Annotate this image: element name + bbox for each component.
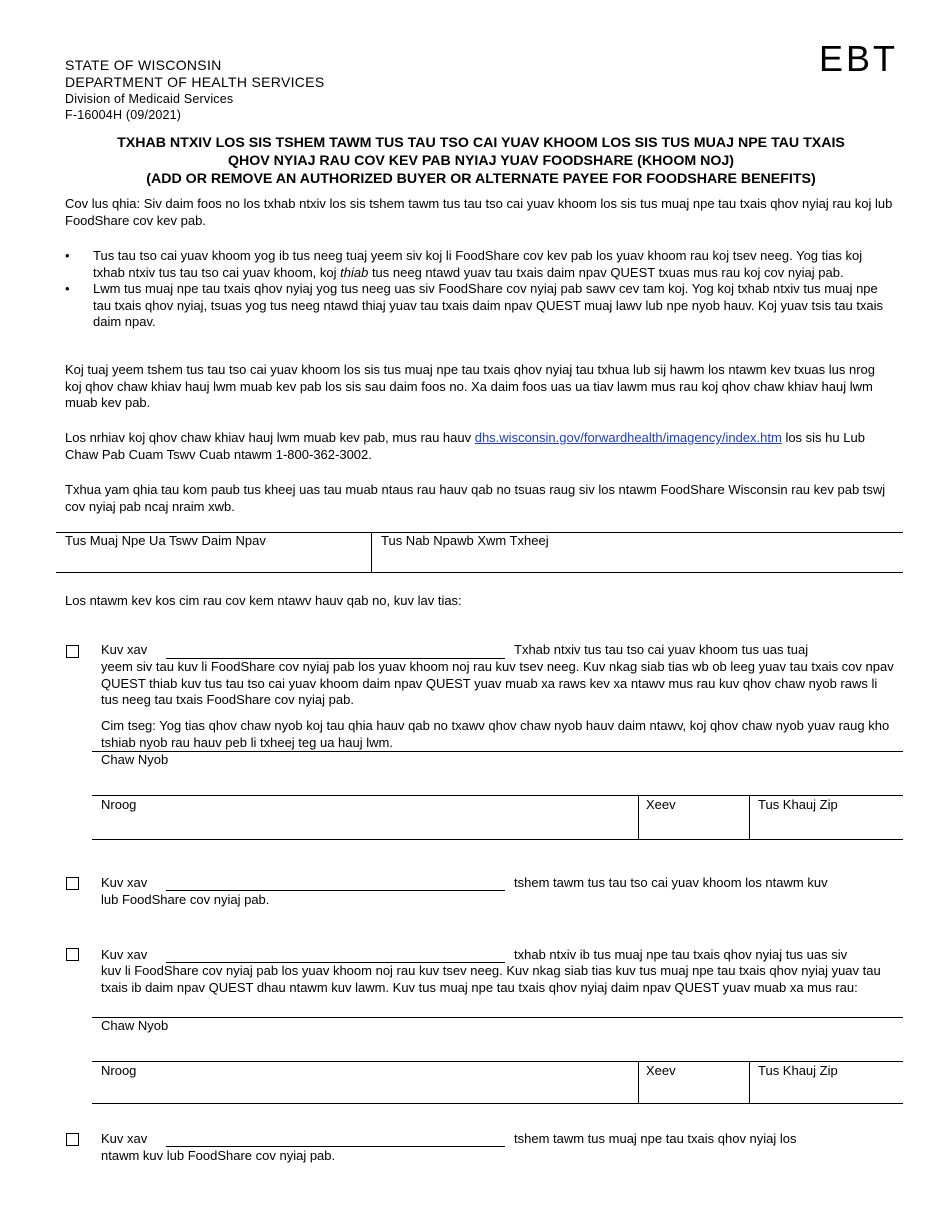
option2-text-first: tshem tawm tus tau tso cai yuav khoom los ntawm kuv (514, 875, 828, 890)
option4-name-input[interactable] (166, 1146, 505, 1147)
option1-text-first: Txhab ntxiv tus tau tso cai yuav khoom tus uas tuaj (514, 642, 809, 657)
option3-city-top-border (92, 1061, 903, 1062)
title-line-2: QHOV NYIAJ RAU COV KEV PAB NYIAJ YUAV FOODSHARE (KHOOM NOJ) (227, 153, 735, 169)
option1-city-top-border (92, 795, 903, 796)
option1-state-divider (638, 795, 639, 840)
option1-text-rest: yeem siv tau kuv li FoodShare cov nyiaj pab los yuav khoom noj rau kuv tsev neeg. Kuv nkag siab tias wb ob leeg yuav tau txais cov npav QUEST thiab kuv tus tau tso cai yuav khoom daim npav QUEST yuav muab xa raws kev xa ntawv mus rau kuv qhov chaw nyob raws li tus neeg tau txais FoodShare cov nyiaj pab. (101, 659, 894, 707)
option1-city-field[interactable]: Nroog (101, 797, 137, 812)
option3-zip-field[interactable]: Tus Khauj Zip (758, 1063, 838, 1078)
agency-header (65, 57, 324, 123)
agency-link[interactable]: dhs.wisconsin.gov/forwardhealth/imagency/index.htm (474, 430, 782, 445)
option3-text-rest: kuv li FoodShare cov nyiaj pab los yuav khoom noj rau kuv tsev neeg. Kuv nkag siab tias kuv tus muaj npe tau txais qhov nyiaj yuav tau txais ib daim npav QUEST dhau ntawm kuv lawm. Kuv tus muaj npe tau txais qhov nyiaj daim npav QUEST yuav muab xa mus rau: (101, 963, 881, 995)
remove-alternate-payee-checkbox[interactable] (66, 1133, 79, 1146)
bullet-icon: • (65, 248, 70, 263)
case-table-bottom-border (56, 572, 903, 573)
option1-city-bottom-border (92, 839, 903, 840)
title-line-1: TXHAB NTXIV LOS SIS TSHEM TAWM TUS TAU TSO CAI YUAV KHOOM LOS SIS TUS MUAJ NPE TAU TXAIS (117, 135, 845, 151)
option1-zip-divider (749, 795, 750, 840)
request-intro: Los ntawm kev kos cim rau cov kem ntawv hauv qab no, kuv lav tias: (65, 593, 462, 608)
division-name: Division of Medicaid Services (65, 92, 234, 106)
form-number: F-16004H (09/2021) (65, 108, 182, 122)
option3-zip-divider (749, 1061, 750, 1104)
case-number-field[interactable]: Tus Nab Npawb Xwm Txheej (381, 533, 549, 548)
instructions-find-agency: Los nrhiav koj qhov chaw khiav hauj lwm muab kev pab, mus rau hauv dhs.wisconsin.gov/forwardhealth/imagency/index.htm los sis hu Lub Chaw Pab Cuam Tswv Cuab ntawm 1-800-362-3002. (65, 430, 865, 462)
option2-name-input[interactable] (166, 890, 505, 891)
form-title (62, 134, 900, 188)
case-table-divider (371, 532, 372, 573)
option3-state-divider (638, 1061, 639, 1104)
option3-address-field[interactable]: Chaw Nyob (101, 1018, 169, 1033)
option1-state-field[interactable]: Xeev (646, 797, 676, 812)
instructions-bullets (65, 248, 895, 331)
option4-kuv-xav: Kuv xav (101, 1131, 148, 1146)
option1-zip-field[interactable]: Tus Khauj Zip (758, 797, 838, 812)
option3-city-bottom-border (92, 1103, 903, 1104)
instructions-privacy: Txhua yam qhia tau kom paub tus kheej uas tau muab ntaus rau hauv qab no tsuas raug siv los ntawm FoodShare Wisconsin rau kev pab tswj cov nyiaj pab ncaj nraim xwb. (65, 482, 886, 514)
add-alternate-payee-checkbox[interactable] (66, 948, 79, 961)
option3-kuv-xav: Kuv xav (101, 947, 148, 962)
bullet-authorized-buyer: • Tus tau tso cai yuav khoom yog ib tus neeg tuaj yeem siv koj li FoodShare cov kev pab los yuav khoom rau koj tsev neeg. Yog tias koj txhab ntxiv tus tau tso cai yuav khoom, koj thiab tus neeg ntawd yuav tau txais daim npav QUEST txuas mus rau koj cov nyiaj pab. (65, 248, 863, 280)
option1-note: Cim tseg: Yog tias qhov chaw nyob koj tau qhia hauv qab no txawv qhov chaw nyob hauv daim ntawv, koj qhov chaw nyob yuav raug kho tshiab nyob rau hauv peb li txheej teg ua hauj lwm. (101, 718, 890, 750)
department-name: DEPARTMENT OF HEALTH SERVICES (65, 74, 325, 90)
option3-text-first: txhab ntxiv ib tus muaj npe tau txais qhov nyiaj tus uas siv (514, 947, 848, 962)
remove-authorized-buyer-checkbox[interactable] (66, 877, 79, 890)
instructions-remove: Koj tuaj yeem tshem tus tau tso cai yuav khoom los sis tus muaj npe tau txais qhov nyiaj tau txhua lub sij hawm los ntawm kev txuas lus nrog koj qhov chaw khiav hauj lwm muab kev pab los sis sau daim foos no. Xa daim foos uas ua tiav lawm mus rau koj qhov chaw khiav hauj lwm muab kev pab. (65, 362, 875, 410)
bullet-alternate-payee: • Lwm tus muaj npe tau txais qhov nyiaj yog tus neeg uas siv FoodShare cov nyiaj pab sawv cev tam koj. Yog koj txhab ntxiv tus muaj npe tau txais qhov nyiaj, tsuas yog tus neeg ntawd thiaj yuav tau txais daim npav QUEST muaj lawv lub npe nyob hauv. Koj yuav tsis tau txais daim npav. (65, 281, 884, 329)
option2-kuv-xav: Kuv xav (101, 875, 148, 890)
option2-text-rest: lub FoodShare cov nyiaj pab. (101, 892, 270, 907)
option4-text-first: tshem tawm tus muaj npe tau txais qhov nyiaj los (514, 1131, 797, 1146)
option1-address-field[interactable]: Chaw Nyob (101, 752, 169, 767)
option1-kuv-xav: Kuv xav (101, 642, 148, 657)
bullet-icon: • (65, 281, 70, 296)
option3-state-field[interactable]: Xeev (646, 1063, 676, 1078)
instructions-intro: Cov lus qhia: Siv daim foos no los txhab ntxiv los sis tshem tawm tus tau tso cai yuav khoom los sis tus muaj npe tau txais qhov nyiaj rau koj lub FoodShare cov kev pab. (65, 196, 893, 228)
card-holder-field[interactable]: Tus Muaj Npe Ua Tswv Daim Npav (65, 533, 266, 548)
title-line-3: (ADD OR REMOVE AN AUTHORIZED BUYER OR ALTERNATE PAYEE FOR FOODSHARE BENEFITS) (146, 171, 816, 187)
ebt-label: EBT (818, 38, 898, 79)
option4-text-rest: ntawm kuv lub FoodShare cov nyiaj pab. (101, 1148, 336, 1163)
state-name: STATE OF WISCONSIN (65, 57, 222, 73)
option1-address-top-border (92, 751, 903, 752)
option3-address-top-border (92, 1017, 903, 1018)
option3-city-field[interactable]: Nroog (101, 1063, 137, 1078)
add-authorized-buyer-checkbox[interactable] (66, 645, 79, 658)
